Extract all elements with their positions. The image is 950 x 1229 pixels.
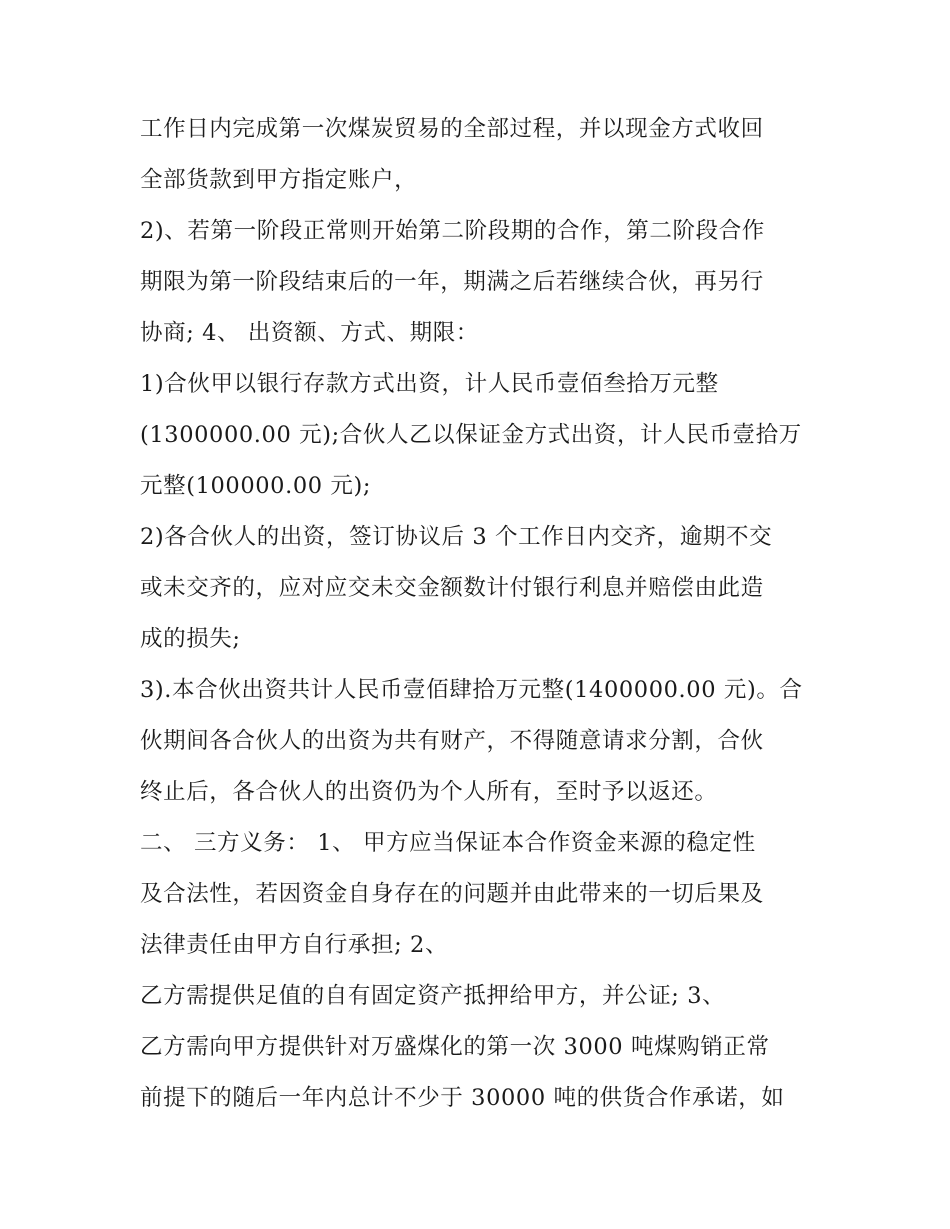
text-line: 或未交齐的，应对应交未交金额数计付银行利息并赔偿由此造 <box>140 575 764 601</box>
text-line: 期限为第一阶段结束后的一年，期满之后若继续合伙，再另行 <box>140 269 764 295</box>
text-line: 法律责任由甲方自行承担; 2、 <box>140 932 449 958</box>
text-line: 前提下的随后一年内总计不少于 30000 吨的供货合作承诺，如 <box>140 1085 785 1111</box>
text-line: 2)各合伙人的出资，签订协议后 3 个工作日内交齐，逾期不交 <box>140 524 773 550</box>
text-line: 终止后，各合伙人的出资仍为个人所有，至时予以返还。 <box>140 779 718 805</box>
text-line: 协商; 4、 出资额、方式、期限： <box>140 320 479 346</box>
text-line: 1)合伙甲以银行存款方式出资，计人民币壹佰叁拾万元整 <box>140 371 719 397</box>
text-line: 乙方需向甲方提供针对万盛煤化的第一次 3000 吨煤购销正常 <box>140 1034 770 1060</box>
text-line: 乙方需提供足值的自有固定资产抵押给甲方，并公证; 3、 <box>140 983 726 1009</box>
text-line: (1300000.00 元);合伙人乙以保证金方式出资，计人民币壹拾万 <box>140 422 802 448</box>
document-body <box>140 104 820 1124</box>
text-line: 3).本合伙出资共计人民币壹佰肆拾万元整(1400000.00 元)。合 <box>140 677 803 703</box>
text-line: 及合法性，若因资金自身存在的问题并由此带来的一切后果及 <box>140 881 764 907</box>
text-line: 元整(100000.00 元); <box>140 473 372 499</box>
text-line: 二、 三方义务： 1、 甲方应当保证本合作资金来源的稳定性 <box>140 830 756 856</box>
text-line: 成的损失; <box>140 626 241 652</box>
text-line: 伙期间各合伙人的出资为共有财产，不得随意请求分割，合伙 <box>140 728 764 754</box>
text-line: 2)、若第一阶段正常则开始第二阶段期的合作，第二阶段合作 <box>140 218 765 244</box>
text-line: 全部货款到甲方指定账户， <box>140 167 418 193</box>
text-line: 工作日内完成第一次煤炭贸易的全部过程，并以现金方式收回 <box>140 116 764 142</box>
